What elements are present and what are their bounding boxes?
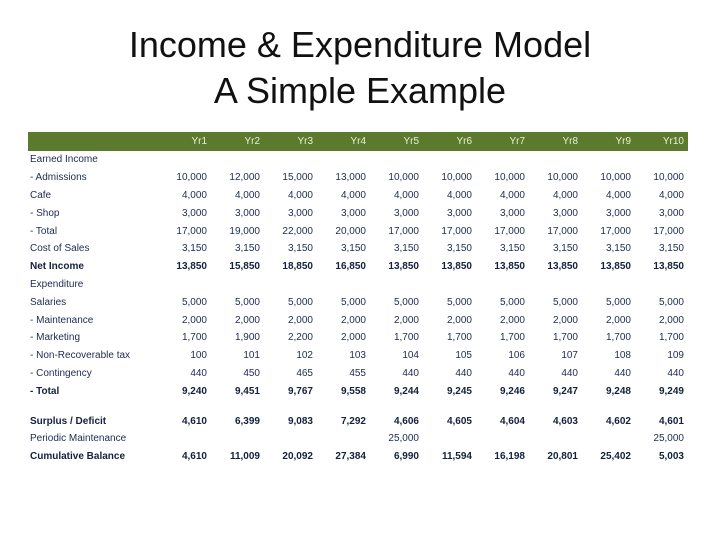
row-label: - Shop xyxy=(30,207,60,219)
cell-value: 17,000 xyxy=(176,225,207,237)
cell-value: 3,000 xyxy=(340,207,366,219)
header-year-3: Yr3 xyxy=(264,132,317,151)
cell-value: 1,700 xyxy=(552,332,578,344)
cell-value: 13,850 xyxy=(388,261,419,273)
cell-value: 104 xyxy=(402,350,419,362)
cell-value: 4,000 xyxy=(340,189,366,201)
cell-value: 4,601 xyxy=(658,415,684,427)
cell-value xyxy=(158,400,211,412)
header-year-4: Yr4 xyxy=(317,132,370,151)
cell-value xyxy=(635,276,688,294)
cell-value: 3,150 xyxy=(393,243,419,255)
table-row xyxy=(28,430,688,448)
cell-value: 10,000 xyxy=(494,172,525,184)
cell-value: 17,000 xyxy=(653,225,684,237)
cell-value: 440 xyxy=(667,367,684,379)
cell-value: 4,606 xyxy=(393,415,419,427)
cell-value: 4,000 xyxy=(234,189,260,201)
cell-value: 25,402 xyxy=(600,451,631,463)
cell-value xyxy=(264,151,317,169)
cell-value: 13,850 xyxy=(547,261,578,273)
cell-value: 12,000 xyxy=(229,172,260,184)
cell-value: 101 xyxy=(243,350,260,362)
row-label: Cafe xyxy=(30,189,52,201)
cell-value: 3,150 xyxy=(287,243,313,255)
cell-value: 106 xyxy=(508,350,525,362)
cell-value: 16,198 xyxy=(494,451,525,463)
cell-value: 100 xyxy=(190,350,207,362)
cell-value: 3,000 xyxy=(287,207,313,219)
cell-value: 1,700 xyxy=(605,332,631,344)
cell-value xyxy=(423,276,476,294)
cell-value xyxy=(317,430,370,448)
cell-value: 107 xyxy=(561,350,578,362)
table-header-row xyxy=(28,132,688,151)
cell-value: 103 xyxy=(349,350,366,362)
cell-value: 20,092 xyxy=(282,451,313,463)
header-year-5: Yr5 xyxy=(370,132,423,151)
cell-value: 2,200 xyxy=(287,332,313,344)
cell-value: 6,990 xyxy=(393,451,419,463)
header-year-9: Yr9 xyxy=(582,132,635,151)
cell-value: 3,150 xyxy=(605,243,631,255)
cell-value: 9,767 xyxy=(287,385,313,397)
table-row xyxy=(28,412,688,430)
header-label-cell xyxy=(28,132,158,151)
cell-value: 9,247 xyxy=(552,385,578,397)
header-year-2: Yr2 xyxy=(211,132,264,151)
table-row xyxy=(28,187,688,205)
table-body xyxy=(28,151,688,466)
cell-value: 17,000 xyxy=(600,225,631,237)
cell-value: 9,245 xyxy=(446,385,472,397)
cell-value: 102 xyxy=(296,350,313,362)
cell-value: 440 xyxy=(561,367,578,379)
cell-value: 2,000 xyxy=(181,314,207,326)
cell-value: 1,700 xyxy=(181,332,207,344)
cell-value xyxy=(211,276,264,294)
cell-value: 9,558 xyxy=(340,385,366,397)
table-row xyxy=(28,258,688,276)
cell-value: 10,000 xyxy=(176,172,207,184)
row-label: Expenditure xyxy=(30,278,84,290)
cell-value xyxy=(635,151,688,169)
cell-value xyxy=(476,430,529,448)
cell-value: 3,000 xyxy=(499,207,525,219)
row-label: Cost of Sales xyxy=(30,243,90,255)
cell-value: 4,604 xyxy=(499,415,525,427)
cell-value: 3,150 xyxy=(340,243,366,255)
cell-value xyxy=(529,400,582,412)
cell-value xyxy=(370,400,423,412)
cell-value: 4,000 xyxy=(287,189,313,201)
cell-value xyxy=(211,400,264,412)
cell-value: 5,000 xyxy=(340,296,366,308)
cell-value xyxy=(529,276,582,294)
cell-value xyxy=(264,430,317,448)
cell-value: 440 xyxy=(402,367,419,379)
cell-value: 109 xyxy=(667,350,684,362)
cell-value: 17,000 xyxy=(441,225,472,237)
cell-value: 2,000 xyxy=(552,314,578,326)
cell-value xyxy=(158,151,211,169)
table-row xyxy=(28,222,688,240)
cell-value: 11,009 xyxy=(229,451,260,463)
table-row xyxy=(28,311,688,329)
row-label: Cumulative Balance xyxy=(30,451,126,463)
cell-value: 2,000 xyxy=(605,314,631,326)
cell-value xyxy=(158,276,211,294)
cell-value xyxy=(264,276,317,294)
cell-value: 3,000 xyxy=(605,207,631,219)
cell-value xyxy=(317,276,370,294)
cell-value: 13,850 xyxy=(494,261,525,273)
cell-value: 17,000 xyxy=(547,225,578,237)
cell-value xyxy=(582,151,635,169)
cell-value: 2,000 xyxy=(287,314,313,326)
cell-value: 15,000 xyxy=(282,172,313,184)
cell-value: 3,000 xyxy=(552,207,578,219)
cell-value: 5,000 xyxy=(234,296,260,308)
row-label: - Contingency xyxy=(30,367,92,379)
row-label: Salaries xyxy=(30,296,67,308)
row-label: Earned Income xyxy=(30,154,98,166)
row-label: Surplus / Deficit xyxy=(30,415,107,427)
slide-title xyxy=(0,22,720,114)
cell-value: 5,000 xyxy=(287,296,313,308)
cell-value: 4,000 xyxy=(499,189,525,201)
cell-value: 1,700 xyxy=(393,332,419,344)
cell-value xyxy=(317,400,370,412)
cell-value: 2,000 xyxy=(340,332,366,344)
cell-value xyxy=(529,430,582,448)
cell-value: 3,150 xyxy=(234,243,260,255)
cell-value: 2,000 xyxy=(499,314,525,326)
slide-title-line-2: A Simple Example xyxy=(213,70,507,111)
header-year-6: Yr6 xyxy=(423,132,476,151)
cell-value: 5,000 xyxy=(605,296,631,308)
cell-value: 19,000 xyxy=(229,225,260,237)
cell-value: 450 xyxy=(243,367,260,379)
table-row xyxy=(28,400,688,412)
cell-value: 17,000 xyxy=(494,225,525,237)
cell-value: 7,292 xyxy=(340,415,366,427)
table-row xyxy=(28,240,688,258)
cell-value: 10,000 xyxy=(653,172,684,184)
cell-value: 3,000 xyxy=(393,207,419,219)
table-row xyxy=(28,365,688,383)
cell-value: 4,610 xyxy=(181,415,207,427)
income-expenditure-table-container xyxy=(28,132,688,466)
cell-value: 13,850 xyxy=(441,261,472,273)
cell-value: 13,850 xyxy=(176,261,207,273)
header-year-7: Yr7 xyxy=(476,132,529,151)
table-row xyxy=(28,448,688,466)
cell-value: 1,700 xyxy=(499,332,525,344)
cell-value: 440 xyxy=(508,367,525,379)
cell-value: 3,150 xyxy=(658,243,684,255)
cell-value: 10,000 xyxy=(388,172,419,184)
cell-value: 22,000 xyxy=(282,225,313,237)
cell-value: 16,850 xyxy=(335,261,366,273)
cell-value: 9,240 xyxy=(181,385,207,397)
row-label: Periodic Maintenance xyxy=(30,433,127,445)
cell-value: 4,000 xyxy=(605,189,631,201)
header-year-1: Yr1 xyxy=(158,132,211,151)
cell-value: 5,000 xyxy=(446,296,472,308)
cell-value: 5,000 xyxy=(499,296,525,308)
row-label: - Total xyxy=(30,385,60,397)
cell-value xyxy=(423,400,476,412)
cell-value xyxy=(423,430,476,448)
cell-value: 4,000 xyxy=(552,189,578,201)
cell-value: 4,610 xyxy=(181,451,207,463)
cell-value: 9,083 xyxy=(287,415,313,427)
cell-value: 9,244 xyxy=(393,385,419,397)
cell-value xyxy=(635,400,688,412)
cell-value: 20,801 xyxy=(547,451,578,463)
table-row xyxy=(28,169,688,187)
table-row xyxy=(28,151,688,169)
cell-value: 4,000 xyxy=(181,189,207,201)
cell-value: 1,700 xyxy=(658,332,684,344)
cell-value: 3,000 xyxy=(234,207,260,219)
cell-value xyxy=(476,276,529,294)
cell-value: 3,000 xyxy=(181,207,207,219)
cell-value xyxy=(423,151,476,169)
cell-value: 2,000 xyxy=(393,314,419,326)
cell-value xyxy=(582,400,635,412)
cell-value: 4,603 xyxy=(552,415,578,427)
row-label: - Marketing xyxy=(30,332,81,344)
cell-value: 20,000 xyxy=(335,225,366,237)
table-row xyxy=(28,382,688,400)
table-row xyxy=(28,293,688,311)
cell-value: 2,000 xyxy=(234,314,260,326)
table-row xyxy=(28,329,688,347)
cell-value xyxy=(370,276,423,294)
cell-value: 4,605 xyxy=(446,415,472,427)
row-label xyxy=(28,400,158,412)
cell-value: 10,000 xyxy=(441,172,472,184)
cell-value: 11,594 xyxy=(441,451,472,463)
cell-value: 27,384 xyxy=(335,451,366,463)
row-label: - Maintenance xyxy=(30,314,94,326)
cell-value: 25,000 xyxy=(388,433,419,445)
cell-value: 4,602 xyxy=(605,415,631,427)
cell-value: 10,000 xyxy=(600,172,631,184)
cell-value: 13,850 xyxy=(653,261,684,273)
cell-value: 10,000 xyxy=(547,172,578,184)
cell-value: 5,000 xyxy=(181,296,207,308)
cell-value xyxy=(529,151,582,169)
cell-value: 1,900 xyxy=(234,332,260,344)
cell-value xyxy=(158,430,211,448)
cell-value: 465 xyxy=(296,367,313,379)
cell-value: 9,249 xyxy=(658,385,684,397)
cell-value: 4,000 xyxy=(393,189,419,201)
cell-value: 5,003 xyxy=(658,451,684,463)
cell-value: 9,451 xyxy=(234,385,260,397)
cell-value xyxy=(370,151,423,169)
cell-value: 2,000 xyxy=(340,314,366,326)
cell-value: 3,150 xyxy=(181,243,207,255)
cell-value: 5,000 xyxy=(393,296,419,308)
table-row xyxy=(28,347,688,365)
cell-value: 108 xyxy=(614,350,631,362)
cell-value xyxy=(582,430,635,448)
cell-value: 3,150 xyxy=(552,243,578,255)
cell-value: 440 xyxy=(614,367,631,379)
cell-value xyxy=(211,151,264,169)
cell-value xyxy=(476,400,529,412)
cell-value: 440 xyxy=(190,367,207,379)
cell-value: 3,150 xyxy=(499,243,525,255)
cell-value: 105 xyxy=(455,350,472,362)
cell-value: 2,000 xyxy=(658,314,684,326)
cell-value xyxy=(317,151,370,169)
cell-value: 4,000 xyxy=(658,189,684,201)
cell-value: 3,000 xyxy=(658,207,684,219)
cell-value: 1,700 xyxy=(446,332,472,344)
row-label: Net Income xyxy=(30,261,84,273)
cell-value: 13,850 xyxy=(600,261,631,273)
cell-value xyxy=(582,276,635,294)
header-year-8: Yr8 xyxy=(529,132,582,151)
header-year-10: Yr10 xyxy=(635,132,688,151)
row-label: - Admissions xyxy=(30,172,87,184)
cell-value: 3,000 xyxy=(446,207,472,219)
slide-title-line-1: Income & Expenditure Model xyxy=(128,24,592,65)
cell-value: 17,000 xyxy=(388,225,419,237)
cell-value: 4,000 xyxy=(446,189,472,201)
cell-value: 3,150 xyxy=(446,243,472,255)
cell-value: 9,246 xyxy=(499,385,525,397)
cell-value: 5,000 xyxy=(552,296,578,308)
cell-value: 18,850 xyxy=(282,261,313,273)
row-label: - Total xyxy=(30,225,58,237)
cell-value: 2,000 xyxy=(446,314,472,326)
income-expenditure-table xyxy=(28,132,688,466)
cell-value: 25,000 xyxy=(653,433,684,445)
table-row xyxy=(28,276,688,294)
cell-value: 15,850 xyxy=(229,261,260,273)
cell-value xyxy=(211,430,264,448)
cell-value: 455 xyxy=(349,367,366,379)
cell-value xyxy=(476,151,529,169)
cell-value: 6,399 xyxy=(234,415,260,427)
row-label: - Non-Recoverable tax xyxy=(30,350,131,362)
table-row xyxy=(28,204,688,222)
cell-value: 5,000 xyxy=(658,296,684,308)
cell-value: 440 xyxy=(455,367,472,379)
cell-value xyxy=(264,400,317,412)
cell-value: 9,248 xyxy=(605,385,631,397)
cell-value: 13,000 xyxy=(335,172,366,184)
